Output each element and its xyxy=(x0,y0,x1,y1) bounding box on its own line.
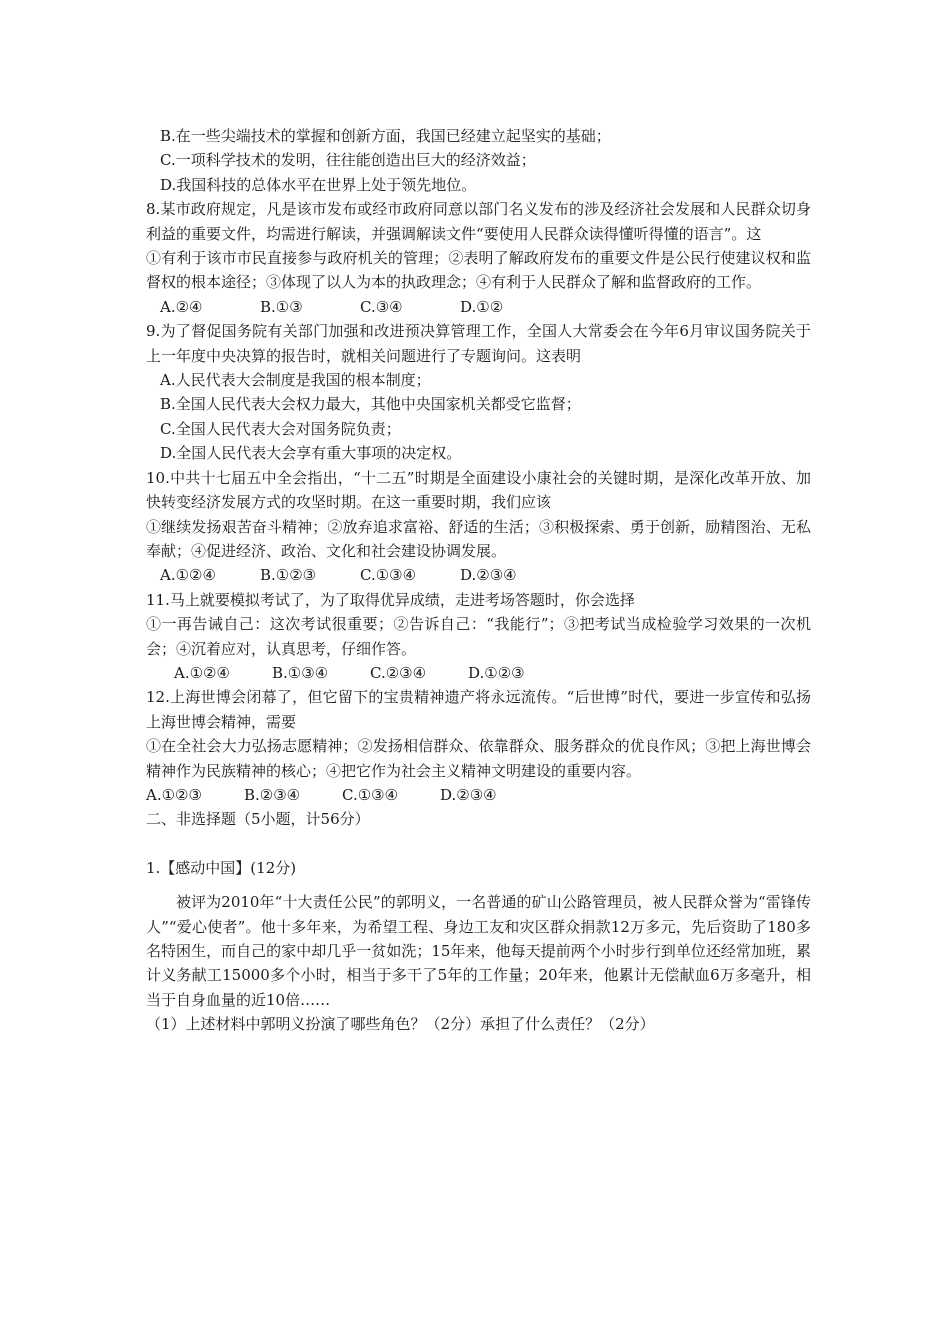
q10-option-d: D.②③④ xyxy=(460,566,517,585)
q7-option-c: C.一项科学技术的发明，往往能创造出巨大的经济效益； xyxy=(160,151,536,170)
q8-option-a: A.②④ xyxy=(160,297,203,316)
spacer xyxy=(146,832,811,856)
q10-option-a: A.①②④ xyxy=(160,566,216,585)
q10-option-c: C.①③④ xyxy=(360,566,417,585)
q8-option-d: D.①② xyxy=(460,297,504,316)
q11-option-d: D.①②③ xyxy=(468,663,525,682)
q11-options xyxy=(146,661,811,685)
q9-option-a: A.人民代表大会制度是我国的根本制度； xyxy=(160,371,431,390)
q12-option-d: D.②③④ xyxy=(440,785,497,804)
p1-material: 被评为2010年“十大责任公民”的郭明义，一名普通的矿山公路管理员，被人民群众誉为“雷锋传人”“爱心使者”。他十多年来，为希望工程、身边工友和灾区群众捐款12万多元，先后资助了180多名特困生，而自己的家中却几乎一贫如洗；15年来，他每天提前两个小时步行到单位还经常加班，累计义务献工15000多个小时，相当于多干了5年的工作量；20年来，他累计无偿献血6万多毫升，相当于自身血量的近10倍…… xyxy=(146,893,811,1009)
q11-option-a: A.①②④ xyxy=(174,663,230,682)
q10-options xyxy=(146,563,811,587)
q10-option-b: B.①②③ xyxy=(260,566,317,585)
q12-option-c: C.①③④ xyxy=(342,785,399,804)
q8-items: ①有利于该市市民直接参与政府机关的管理；②表明了解政府发布的重要文件是公民行使建议权和监督权的根本途径；③体现了以人为本的执政理念；④有利于人民群众了解和监督政府的工作。 xyxy=(146,249,811,292)
q10-stem: 10.中共十七届五中全会指出，“十二五”时期是全面建设小康社会的关键时期，是深化改革开放、加快转变经济发展方式的攻坚时期。在这一重要时期，我们应该 xyxy=(146,468,811,512)
q8-option-b: B.①③ xyxy=(260,297,303,316)
q9-stem: 9.为了督促国务院有关部门加强和改进预决算管理工作，全国人大常委会在今年6月审议国务院关于上一年度中央决算的报告时，就相关问题进行了专题询问。这表明 xyxy=(146,322,811,365)
q11-option-b: B.①③④ xyxy=(272,663,329,682)
q7-option-d: D.我国科技的总体水平在世界上处于领先地位。 xyxy=(160,175,477,194)
q11-stem: 11.马上就要模拟考试了，为了取得优异成绩，走进考场答题时，你会选择 xyxy=(146,590,635,609)
q8-stem: 8.某市政府规定，凡是该市发布或经市政府同意以部门名义发布的涉及经济社会发展和人民群众切身利益的重要文件，均需进行解读，并强调解读文件“要使用人民群众读得懂听得懂的语言”。这 xyxy=(146,200,811,243)
q9-option-b: B.全国人民代表大会权力最大，其他中央国家机关都受它监督； xyxy=(160,395,581,414)
section2-title: 二、非选择题（5小题，计56分） xyxy=(146,810,370,829)
q8-option-c: C.③④ xyxy=(360,297,403,316)
q12-items: ①在全社会大力弘扬志愿精神；②发扬相信群众、依靠群众、服务群众的优良作风；③把上海世博会精神作为民族精神的核心；④把它作为社会主义精神文明建设的重要内容。 xyxy=(146,737,811,780)
q12-option-b: B.②③④ xyxy=(244,785,301,804)
q11-items: ①一再告诫自己：这次考试很重要；②告诉自己：“我能行”；③把考试当成检验学习效果的一次机会；④沉着应对，认真思考，仔细作答。 xyxy=(146,615,811,658)
exam-content xyxy=(146,124,811,1037)
spacer xyxy=(146,880,811,890)
q12-stem: 12.上海世博会闭幕了，但它留下的宝贵精神遗产将永远流传。“后世博”时代，要进一步宣传和弘扬上海世博会精神，需要 xyxy=(146,688,811,731)
q9-option-c: C.全国人民代表大会对国务院负责； xyxy=(160,419,401,438)
q12-options xyxy=(146,783,811,807)
q12-option-a: A.①②③ xyxy=(146,785,202,804)
q10-items: ①继续发扬艰苦奋斗精神；②放弃追求富裕、舒适的生活；③积极探索、勇于创新，励精图治、无私奉献；④促进经济、政治、文化和社会建设协调发展。 xyxy=(146,517,811,560)
q11-option-c: C.②③④ xyxy=(370,663,427,682)
q9-option-d: D.全国人民代表大会享有重大事项的决定权。 xyxy=(160,444,462,463)
p1-title: 1.【感动中国】(12分) xyxy=(146,858,297,877)
p1-question-1: （1）上述材料中郭明义扮演了哪些角色？（2分）承担了什么责任？（2分） xyxy=(146,1015,655,1034)
q7-option-b: B.在一些尖端技术的掌握和创新方面，我国已经建立起坚实的基础； xyxy=(160,127,611,145)
q8-options xyxy=(146,295,811,319)
